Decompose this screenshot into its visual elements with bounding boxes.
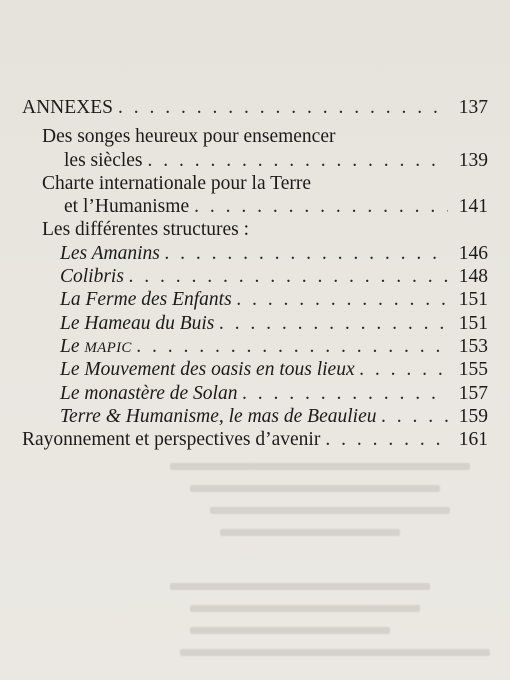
table-of-contents	[22, 96, 488, 451]
dot-leader	[242, 382, 448, 405]
toc-entry-title: Terre & Humanisme, le mas de Beaulieu	[60, 405, 377, 427]
toc-entry-songes-line1	[22, 125, 488, 148]
show-through-text	[150, 455, 495, 680]
toc-entry-title: La Ferme des Enfants	[60, 289, 232, 311]
toc-entry-charte-line2	[22, 195, 488, 218]
toc-entry-title: les siècles	[64, 149, 143, 171]
toc-page-number: 141	[458, 196, 488, 218]
toc-entry-title: Les Amanins	[60, 242, 160, 264]
dot-leader	[137, 335, 448, 358]
toc-page-number: 161	[458, 429, 488, 451]
toc-page-number: 157	[458, 382, 488, 404]
toc-entry-structure	[22, 288, 488, 311]
toc-entry-title: ANNEXES	[22, 97, 113, 118]
toc-entry-title: Le Hameau du Buis	[60, 312, 215, 334]
toc-entry-title: Charte internationale pour la Terre	[42, 172, 311, 194]
toc-entry-structure	[22, 405, 488, 428]
toc-page-number: 151	[458, 312, 488, 334]
dot-leader	[165, 242, 448, 265]
dot-leader	[118, 96, 448, 119]
dot-leader	[219, 312, 448, 335]
toc-page-number: 159	[458, 405, 488, 427]
toc-page-number: 151	[458, 289, 488, 311]
toc-entry-structure	[22, 242, 488, 265]
dot-leader	[360, 358, 448, 381]
toc-entry-title: Le Mouvement des oasis en tous lieux	[60, 359, 355, 381]
toc-entry-title: Les différentes structures :	[42, 219, 250, 241]
toc-page-number: 153	[458, 335, 488, 357]
toc-entry-rayonnement	[22, 428, 488, 451]
toc-entry-title: Rayonnement et perspectives d’avenir	[22, 429, 321, 451]
toc-entry-title	[60, 335, 132, 360]
dot-leader	[148, 149, 448, 172]
toc-entry-structure	[22, 335, 488, 358]
toc-entry-title: Le monastère de Solan	[60, 382, 238, 404]
dot-leader	[129, 265, 448, 288]
toc-entry-songes-line2	[22, 149, 488, 172]
dot-leader	[194, 195, 448, 218]
toc-entry-structure	[22, 358, 488, 381]
dot-leader	[237, 288, 448, 311]
dot-leader	[381, 405, 448, 428]
toc-entry-structure	[22, 265, 488, 288]
toc-entry-title: et l’Humanisme	[64, 196, 190, 218]
dot-leader	[325, 428, 448, 451]
toc-entry-title-acronym: MAPIC	[84, 339, 132, 356]
toc-entry-title: Des songes heureux pour ensemencer	[42, 126, 336, 148]
toc-page-number: 139	[458, 149, 488, 171]
toc-page-number: 137	[458, 97, 488, 118]
toc-entry-charte-line1	[22, 172, 488, 195]
toc-structures-heading	[22, 218, 488, 241]
toc-entry-structure	[22, 382, 488, 405]
toc-entry-title-prefix: Le	[60, 335, 85, 357]
toc-entry-structure	[22, 312, 488, 335]
toc-page-number: 148	[458, 266, 488, 288]
toc-page-number: 155	[458, 359, 488, 381]
toc-entry-annexes	[22, 96, 488, 119]
toc-entry-title: Colibris	[60, 266, 124, 288]
toc-page-number: 146	[458, 242, 488, 264]
